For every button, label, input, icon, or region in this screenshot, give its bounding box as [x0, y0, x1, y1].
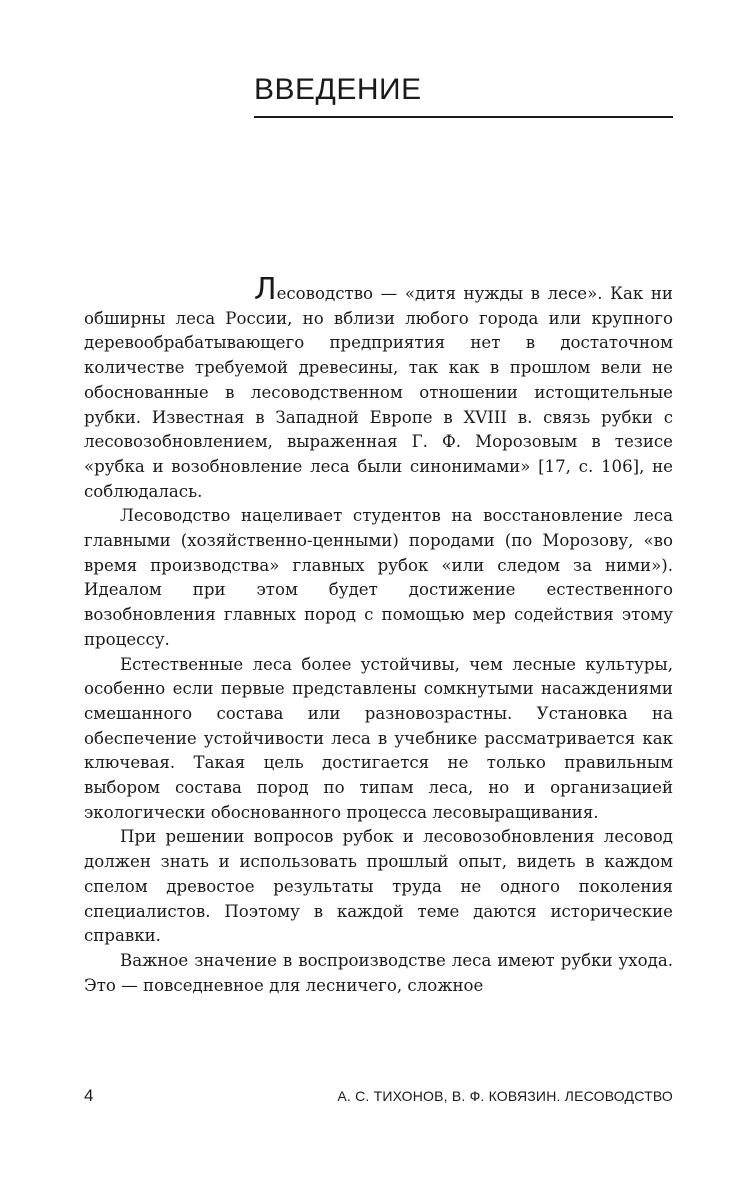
- paragraph-5: Важное значение в воспроизводстве леса имеют рубки ухода. Это — повседневное для лесничего, сложное: [84, 950, 673, 995]
- title-rule: [254, 116, 673, 118]
- paragraph-1: [84, 272, 673, 504]
- chapter-title: ВВЕДЕНИЕ: [254, 73, 422, 106]
- paragraph-2: Лесоводство нацеливает студентов на восстановление леса главными (хозяйственно-ценными) породами (по Морозову, «во время производства» главных рубок «или следом за ними»). Идеалом при этом будет достижение естественного возобновления главных пород с помощью мер содействия этому процессу.: [84, 506, 673, 649]
- drop-cap: Л: [254, 272, 277, 307]
- body-text: [84, 272, 673, 998]
- paragraph-4: При решении вопросов рубок и лесовозобновления лесовод должен знать и использовать прошлый опыт, видеть в каждом спелом древостое результаты труда не одного поколения специалистов. Поэтому в каждой теме даются исторические справки.: [84, 827, 673, 946]
- page-number: 4: [84, 1086, 94, 1105]
- running-title: А. С. ТИХОНОВ, В. Ф. КОВЯЗИН. ЛЕСОВОДСТВО: [337, 1088, 673, 1104]
- paragraph-1-text: есоводство — «дитя нужды в лесе». Как ни обширны леса России, но вблизи любого города или крупного деревообрабатывающего предприятия нет в достаточном количестве требуемой древесины, так как в прошлом вели не обоснованные в лесоводственном отношении истощительные рубки. Известная в Западной Европе в XVIII в. связь рубки с лесовозобновлением, выраженная Г. Ф. Морозовым в тезисе «рубка и возобновление леса были синонимами» [17, с. 106], не соблюдалась.: [84, 284, 673, 501]
- paragraph-3: Естественные леса более устойчивы, чем лесные культуры, особенно если первые представлены сомкнутыми насаждениями смешанного состава или разновозрастны. Установка на обеспечение устойчивости леса в учебнике рассматривается как ключевая. Такая цель достигается не только правильным выбором состава пород по типам леса, но и организацией экологически обоснованного процесса лесовыращивания.: [84, 654, 673, 822]
